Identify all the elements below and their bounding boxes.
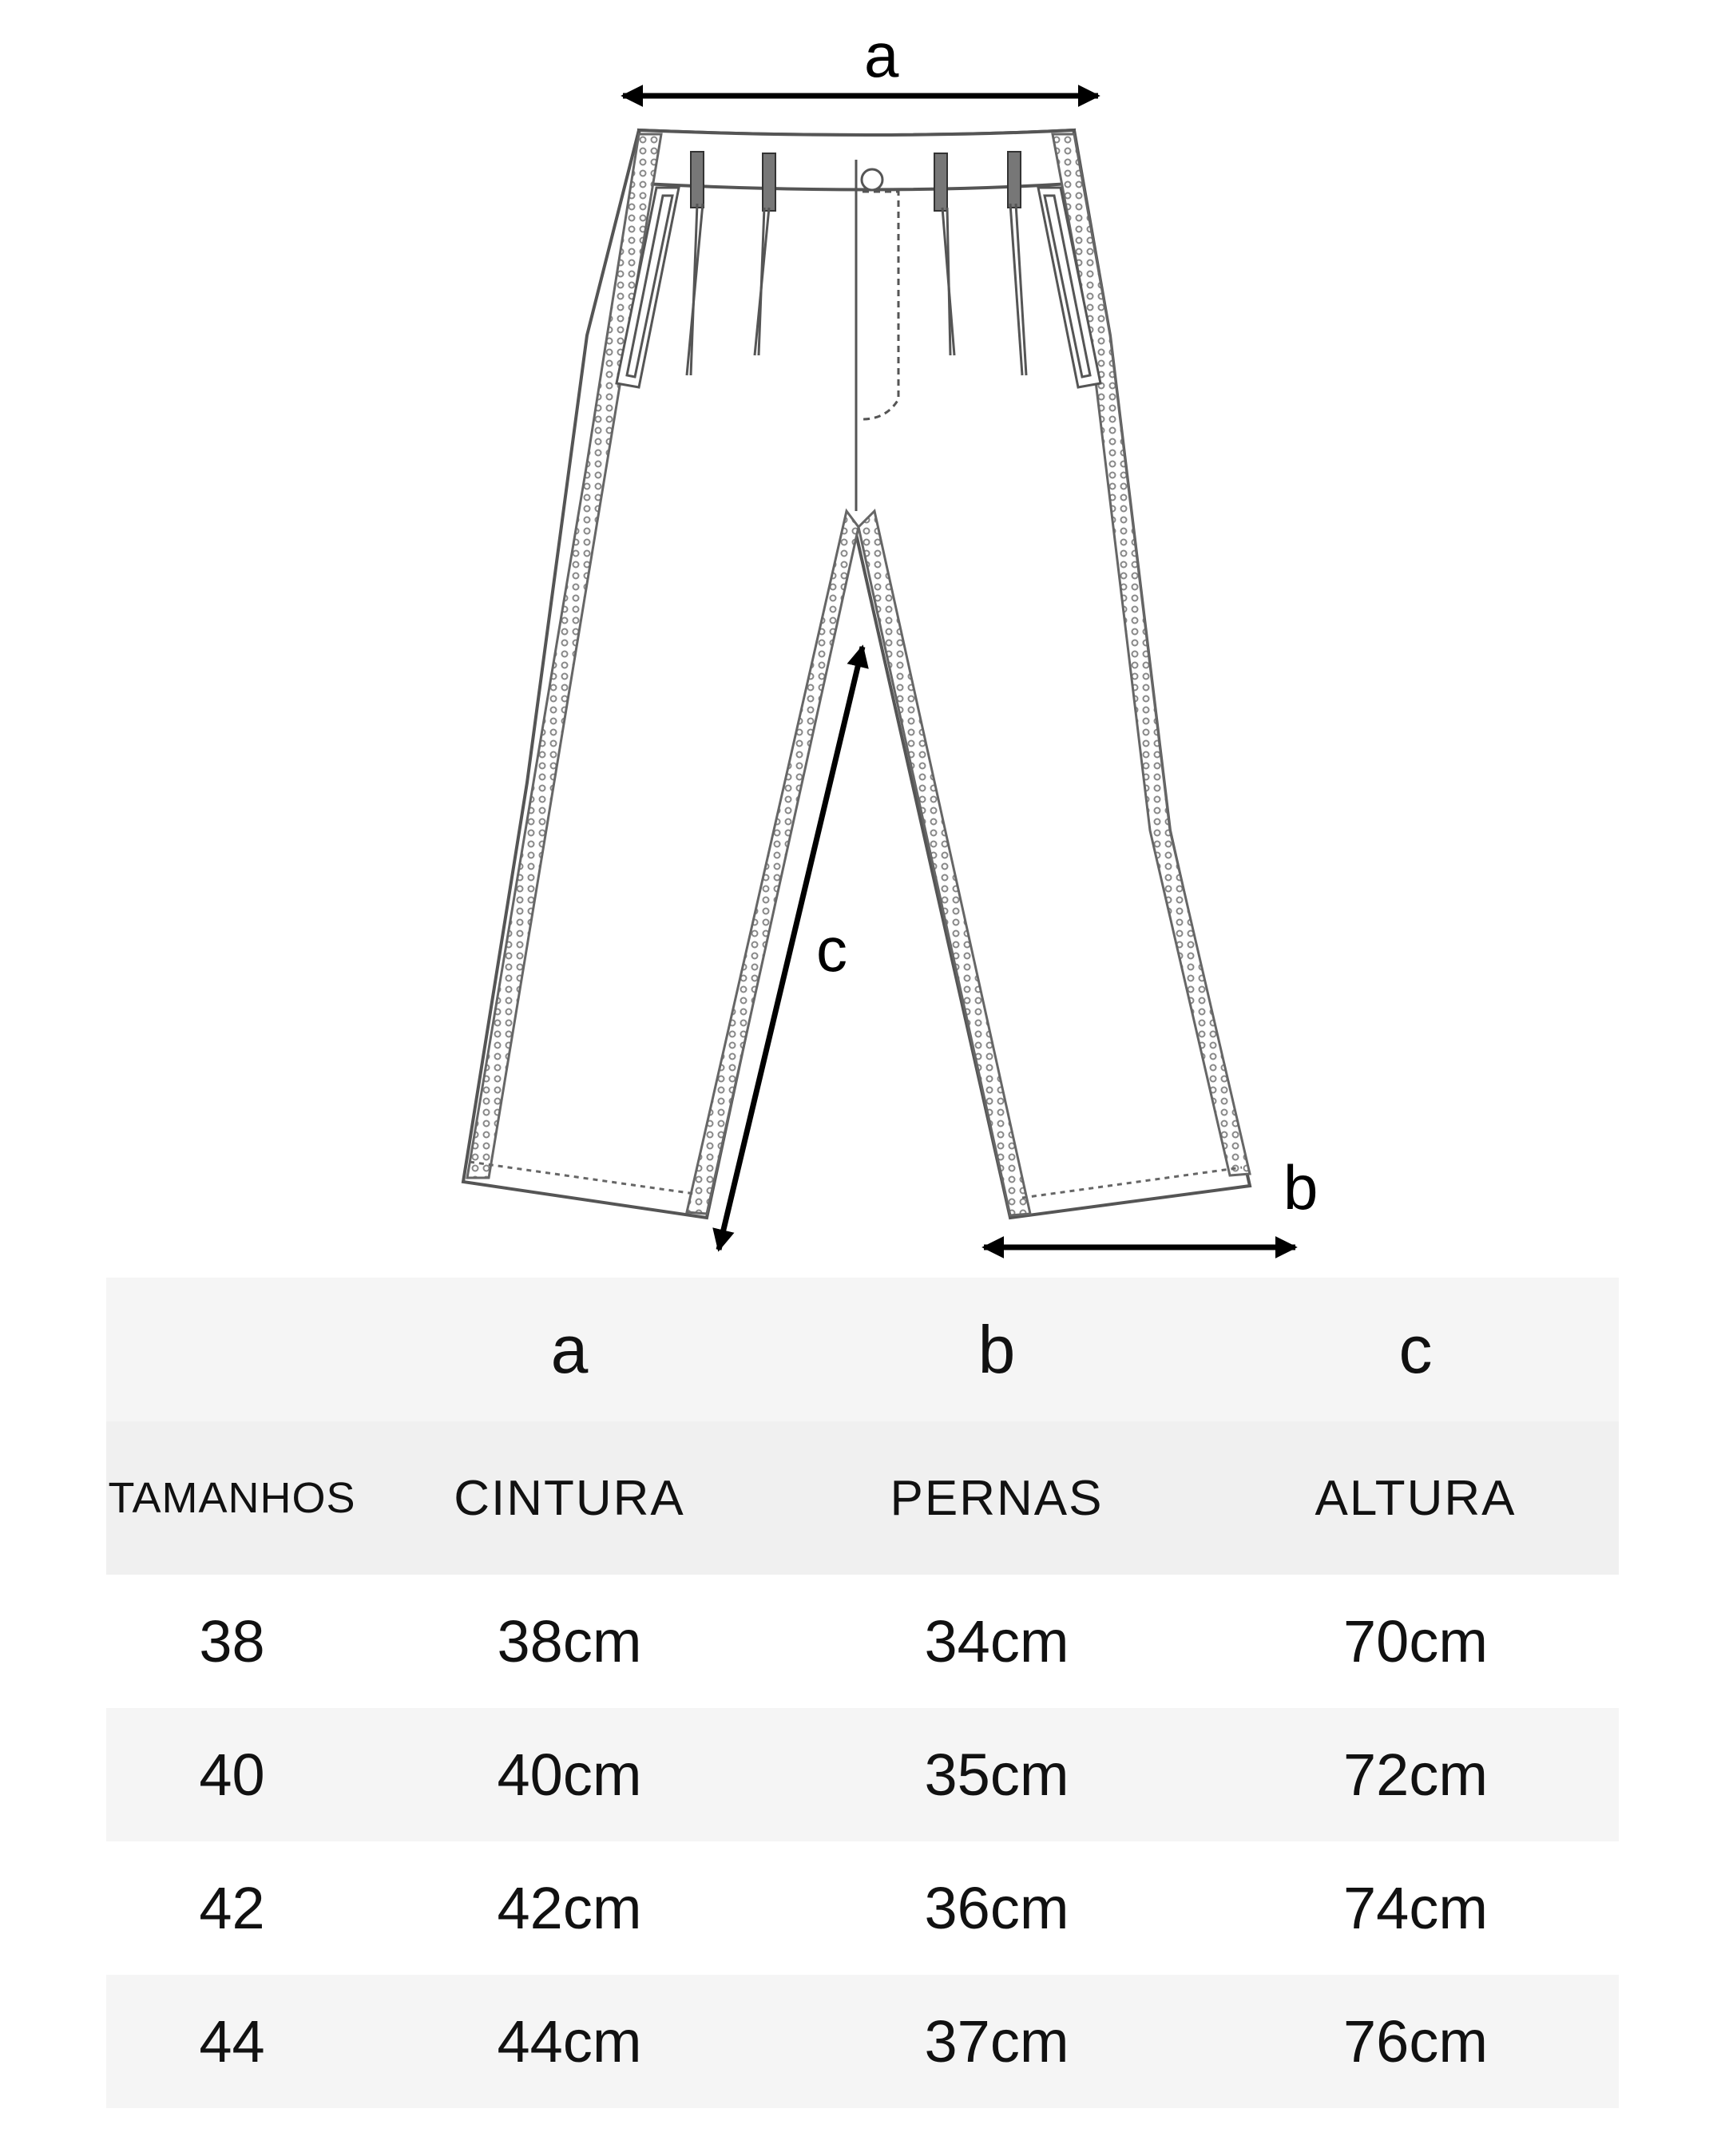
table-header-row [106, 1421, 1619, 1575]
waist-cell: 44cm [497, 2008, 642, 2075]
height-cell: 76cm [1343, 2008, 1488, 2075]
header-cintura: CINTURA [454, 1470, 685, 1526]
height-cell: 74cm [1343, 1875, 1488, 1941]
table-row [106, 1575, 1619, 1708]
letter-cell-a: a [550, 1311, 589, 1387]
height-cell: 72cm [1343, 1742, 1488, 1808]
dimension-label-b: b [1283, 1152, 1319, 1223]
size-table [106, 1278, 1619, 2108]
dimension-label-a: a [864, 20, 899, 90]
header-pernas: PERNAS [890, 1470, 1104, 1526]
table-row [106, 1841, 1619, 1975]
letter-cell-b: b [978, 1311, 1016, 1387]
letter-cell-c: c [1398, 1311, 1433, 1387]
leg-cell: 36cm [924, 1875, 1069, 1941]
header-tamanhos: TAMANHOS [108, 1474, 356, 1522]
table-row [106, 1975, 1619, 2108]
size-cell: 38 [199, 1608, 265, 1674]
height-cell: 70cm [1343, 1608, 1488, 1674]
dimension-label-c: c [816, 914, 847, 985]
size-cell: 42 [199, 1875, 265, 1941]
size-cell: 40 [199, 1742, 265, 1808]
leg-cell: 37cm [924, 2008, 1069, 2075]
leg-cell: 34cm [924, 1608, 1069, 1674]
size-cell: 44 [199, 2008, 265, 2075]
header-altura: ALTURA [1315, 1470, 1517, 1526]
leg-cell: 35cm [924, 1742, 1069, 1808]
table-letter-row [106, 1278, 1619, 1421]
waist-cell: 40cm [497, 1742, 642, 1808]
waist-cell: 38cm [497, 1608, 642, 1674]
waist-cell: 42cm [497, 1875, 642, 1941]
table-row [106, 1708, 1619, 1841]
